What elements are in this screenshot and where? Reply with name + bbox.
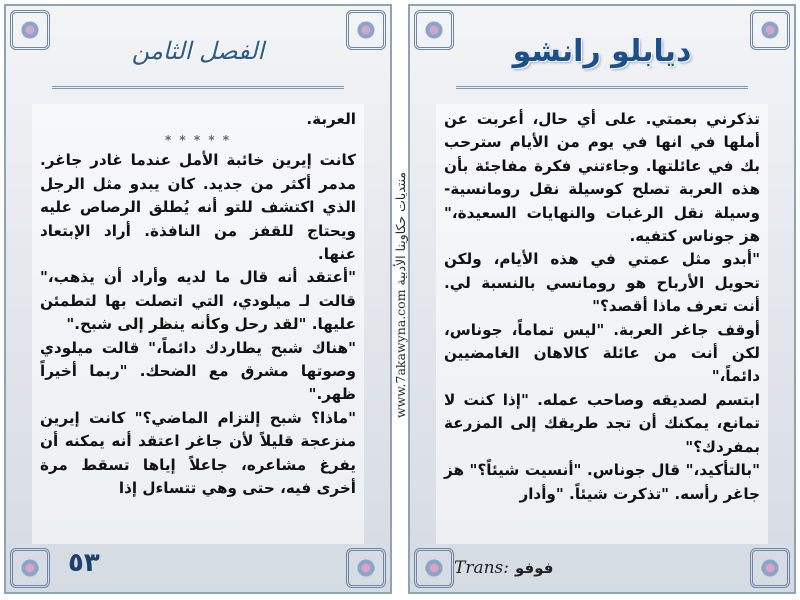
- paragraph: ابتسم لصديقه وصاحب عمله. "إذا كنت لا تمانع، يمكنك أن تجد طريقك إلى المزرعة بمفردك؟": [444, 390, 760, 456]
- right-page: [408, 4, 796, 594]
- ornament-corner-icon: [414, 548, 454, 588]
- ornament-corner-icon: [10, 548, 50, 588]
- paragraph: تذكرني بعمتي. على أي حال، أعربت عن أملها في انها في يوم من الأيام سترحب بك في عائلتها. وجاءتني فكرة مفاجئة بأن هذه العربة تصلح كوسيلة نقل رومانسية- وسيلة نقل الرغبات والنهايات السعيدة،" هز جوناس كتفيه.: [444, 110, 760, 246]
- ornament-corner-icon: [750, 548, 790, 588]
- ornament-corner-icon: [750, 10, 790, 50]
- ornament-corner-icon: [346, 548, 386, 588]
- book-title: ديابلو رانشو: [512, 33, 692, 69]
- paragraph: "أعتقد أنه قال ما لديه وأراد أن يذهب،" قالت لـ ميلودي، التي اتصلت بها لتطمئن عليها. "لقد رحل وكأنه ينظر إلى شبح.": [40, 268, 356, 334]
- text-body: [436, 104, 768, 544]
- text-body: [32, 104, 364, 544]
- page-header: [456, 16, 748, 89]
- paragraph: أوقف جاغر العربة. "ليس تماماً، جوناس، لكن أنت من عائلة كالاهان الغامضيين دائماً،": [444, 320, 760, 386]
- section-separator: * * * * *: [164, 133, 232, 148]
- page-number: ٥٣: [68, 548, 100, 578]
- page-header: [52, 16, 344, 89]
- chapter-title: الفصل الثامن: [131, 37, 265, 65]
- translator-name: فوفو: [515, 559, 554, 577]
- paragraph: العربة.: [306, 110, 356, 128]
- left-page: [4, 4, 392, 594]
- paragraph: "هناك شبح يطاردك دائماً،" قالت ميلودي وصوتها مشرق مع الضحك. "ربما أخيراً ظهر.": [40, 338, 356, 404]
- ornament-corner-icon: [414, 10, 454, 50]
- paragraph: كانت إيرين خائبة الأمل عندما غادر جاغر. مدمر أكثر من جديد. كان يبدو مثل الرجل الذي اكتشف للتو أنه يُطلق الرصاص عليه ويحتاج للقفز من النافذة. أراد الإبتعاد عنها.: [40, 151, 356, 264]
- paragraph: "ماذا؟ شبح إلتزام الماضي؟" كانت إيرين منزعجة قليلاً لأن جاغر اعتقد أنه يمكنه أن يفرغ مشاعره، جاعلاً إياها تسقط مرة أخرى فيه، حتى وهي تتساءل إذا: [40, 408, 356, 498]
- ornament-corner-icon: [346, 10, 386, 50]
- trans-label: Trans:: [454, 558, 510, 578]
- translator-credit: [454, 558, 553, 578]
- spine-watermark: [392, 60, 408, 530]
- paragraph: "بالتأكيد،" قال جوناس. "أنسيت شيئاً؟" هز جاغر رأسه. "تذكرت شيئاً. "وأدار: [444, 461, 760, 503]
- site-url-text: www.7akawyna.com منتديات حكاوينا الأدبية: [392, 171, 408, 419]
- ornament-corner-icon: [10, 10, 50, 50]
- paragraph: "أبدو مثل عمتي في هذه الأيام، ولكن تحويل الأرباح هو رومانسي بالنسبة لي. أنت تعرف ماذا أقصد؟": [444, 250, 760, 316]
